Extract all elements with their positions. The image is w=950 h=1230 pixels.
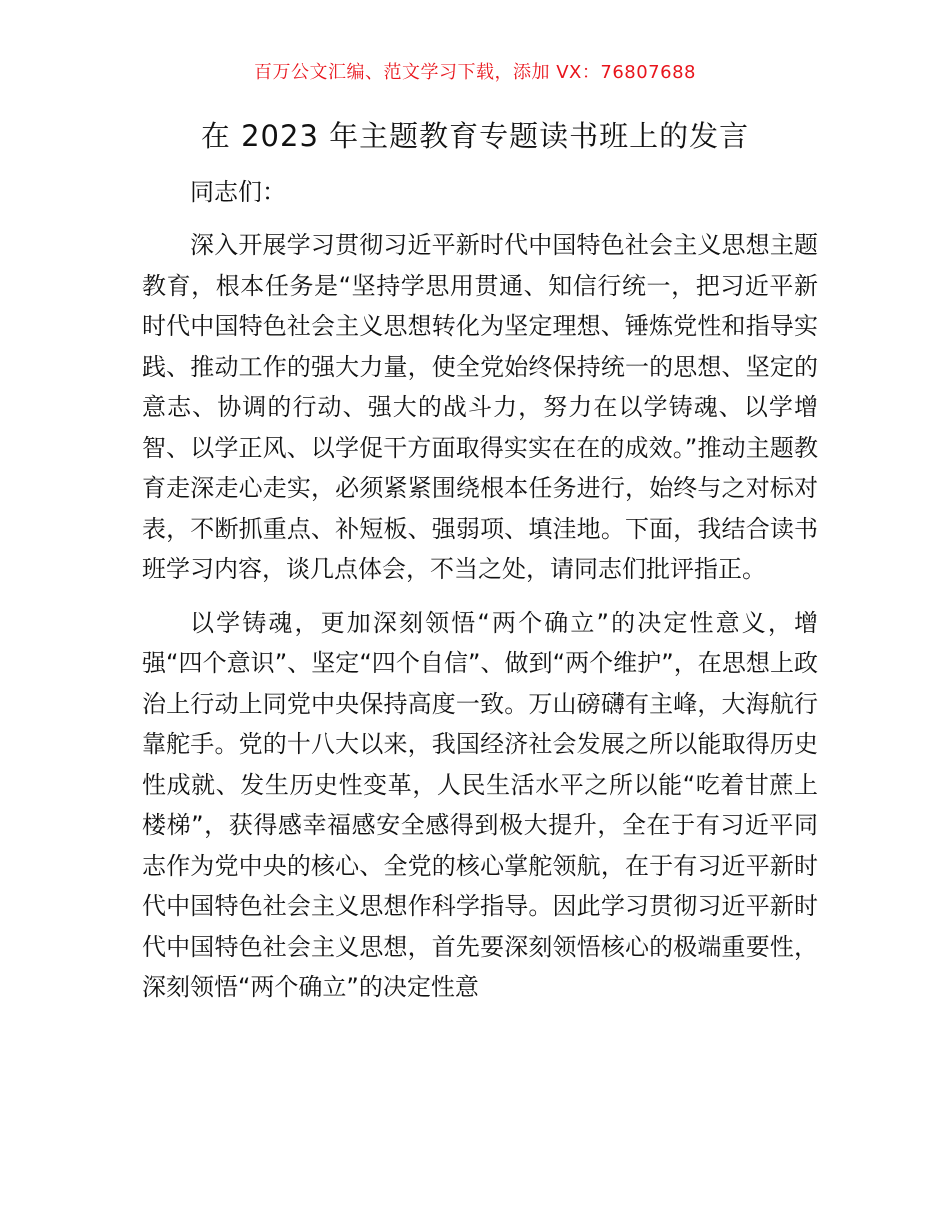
paragraph-soul-casting: 以学铸魂，更加深刻领悟“两个确立”的决定性意义，增强“四个意识”、坚定“四个自信”、做到“两个维护”，在思想上政治上行动上同党中央保持高度一致。万山磅礴有主峰，大海航行靠舵手。党的十八大以来，我国经济社会发展之所以能取得历史性成就、发生历史性变革，人民生活水平之所以能“吃着甘蔗上楼梯”，获得感幸福感安全感得到极大提升，全在于有习近平同志作为党中央的核心、全党的核心掌舵领航，在于有习近平新时代中国特色社会主义思想作科学指导。因此学习贯彻习近平新时代中国特色社会主义思想，首先要深刻领悟核心的极端重要性，深刻领悟“两个确立”的决定性意: [142, 608, 818, 1001]
document-title: 在 2023 年主题教育专题读书班上的发言: [200, 119, 750, 153]
paragraph-intro: 深入开展学习贯彻习近平新时代中国特色社会主义思想主题教育，根本任务是“坚持学思用贯通、知信行统一，把习近平新时代中国特色社会主义思想转化为坚定理想、锤炼党性和指导实践、推动工作的强大力量，使全党始终保持统一的思想、坚定的意志、协调的行动、强大的战斗力，努力在以学铸魂、以学增智、以学正风、以学促干方面取得实实在在的成效。”推动主题教育走深走心走实，必须紧紧围绕根本任务进行，始终与之对标对表，不断抓重点、补短板、强弱项、填洼地。下面，我结合读书班学习内容，谈几点体会，不当之处，请同志们批评指正。: [142, 231, 818, 583]
header-note: 百万公文汇编、范文学习下载，添加 VX：76807688: [254, 62, 696, 83]
document-body: [142, 172, 818, 1021]
salutation: 同志们：: [190, 178, 286, 206]
